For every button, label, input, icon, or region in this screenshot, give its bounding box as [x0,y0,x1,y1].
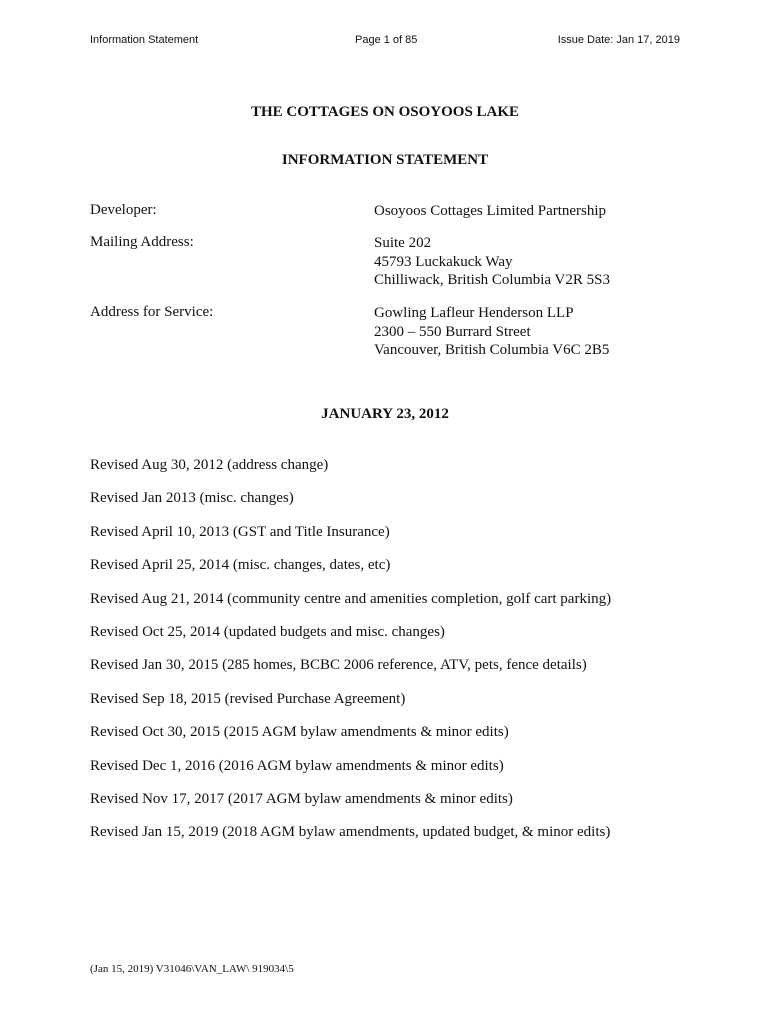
developer-line: Osoyoos Cottages Limited Partnership [374,203,607,219]
mailing-address-line: Chilliwack, British Columbia V2R 5S3 [374,272,610,288]
revision-item: Revised Oct 30, 2015 (2015 AGM bylaw amendments & minor edits) [90,724,509,741]
page-footer: (Jan 15, 2019) V31046\VAN_LAW\ 919034\5 [90,963,294,975]
developer-value [374,202,606,221]
mailing-address-label: Mailing Address: [90,234,194,250]
revision-item: Revised Aug 30, 2012 (address change) [90,457,329,473]
page-header [0,34,770,50]
revision-item: Revised Dec 1, 2016 (2016 AGM bylaw amendments & minor edits) [90,757,504,774]
mailing-address-value [374,234,610,290]
revision-item: Revised Jan 30, 2015 (285 homes, BCBC 2006 reference, ATV, pets, fence details) [90,657,587,674]
mailing-address-line: 45793 Luckakuck Way [374,253,513,270]
mailing-address-line: Suite 202 [374,235,432,251]
header-doc-name: Information Statement [90,34,199,46]
revision-item: Revised Jan 2013 (misc. changes) [90,490,294,507]
revision-item: Revised Sep 18, 2015 (revised Purchase Agreement) [90,690,406,707]
header-issue-date: Issue Date: Jan 17, 2019 [557,34,680,46]
statement-date: JANUARY 23, 2012 [321,406,449,422]
service-address-line: 2300 – 550 Burrard Street [374,323,531,340]
revision-item: Revised Nov 17, 2017 (2017 AGM bylaw amendments & minor edits) [90,790,513,807]
header-page-number: Page 1 of 85 [355,34,418,46]
revision-item: Revised April 25, 2014 (misc. changes, dates, etc) [90,557,391,574]
developer-label: Developer: [90,202,157,218]
revision-item: Revised Oct 25, 2014 (updated budgets and misc. changes) [90,623,445,640]
revision-item: Revised Jan 15, 2019 (2018 AGM bylaw amendments, updated budget, & minor edits) [90,824,611,841]
service-address-line: Gowling Lafleur Henderson LLP [374,305,574,321]
revision-list [90,455,730,856]
revision-item: Revised April 10, 2013 (GST and Title Insurance) [90,523,390,540]
service-address-line: Vancouver, British Columbia V6C 2B5 [374,342,610,358]
service-address-label: Address for Service: [90,304,214,320]
revision-item: Revised Aug 21, 2014 (community centre and amenities completion, golf cart parking) [90,590,612,607]
document-subtitle: INFORMATION STATEMENT [281,152,489,168]
service-address-value [374,304,609,360]
document-title: THE COTTAGES ON OSOYOOS LAKE [250,104,520,120]
